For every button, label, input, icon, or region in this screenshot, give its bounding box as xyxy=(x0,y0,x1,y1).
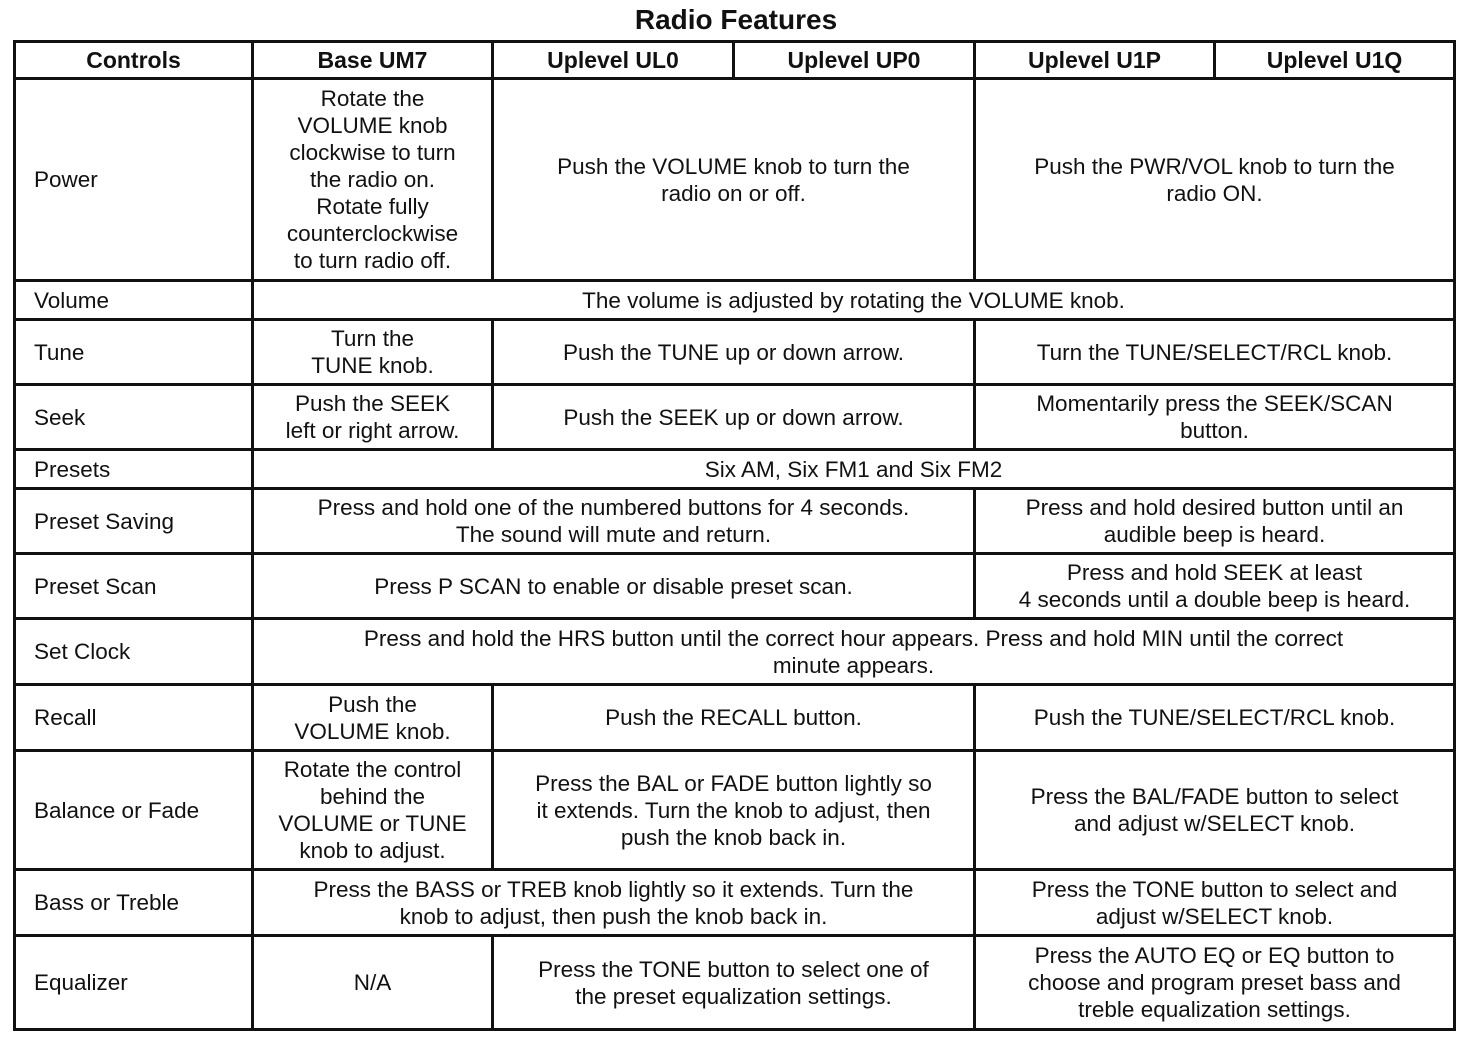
control-label: Equalizer xyxy=(15,936,253,1030)
header-controls: Controls xyxy=(15,42,253,79)
control-label: Preset Saving xyxy=(15,489,253,554)
header-row xyxy=(15,42,1455,79)
table-row xyxy=(15,936,1455,1030)
cell-uplevel-u1p-u1q: Push the PWR/VOL knob to turn the radio ON. xyxy=(975,79,1455,281)
cell-uplevel-u1p-u1q: Press the AUTO EQ or EQ button to choose and program preset bass and treble equalization settings. xyxy=(975,936,1455,1030)
cell-uplevel-u1p-u1q: Press and hold SEEK at least 4 seconds until a double beep is heard. xyxy=(975,554,1455,619)
control-label: Balance or Fade xyxy=(15,751,253,870)
cell-base: Rotate the control behind the VOLUME or TUNE knob to adjust. xyxy=(253,751,493,870)
cell-uplevel-u1p-u1q: Push the TUNE/SELECT/RCL knob. xyxy=(975,685,1455,751)
cell-base: Turn the TUNE knob. xyxy=(253,320,493,385)
table-row xyxy=(15,489,1455,554)
control-label: Power xyxy=(15,79,253,281)
cell-base: Push the SEEK left or right arrow. xyxy=(253,385,493,450)
cell-base: N/A xyxy=(253,936,493,1030)
cell-base-ul0-up0: Press P SCAN to enable or disable preset scan. xyxy=(253,554,975,619)
header-uplevel-up0: Uplevel UP0 xyxy=(734,42,975,79)
cell-uplevel-ul0-up0: Press the BAL or FADE button lightly so it extends. Turn the knob to adjust, then push the knob back in. xyxy=(493,751,975,870)
cell-uplevel-ul0-up0: Push the TUNE up or down arrow. xyxy=(493,320,975,385)
cell-base: Rotate the VOLUME knob clockwise to turn the radio on. Rotate fully counterclockwise to turn radio off. xyxy=(253,79,493,281)
control-label: Volume xyxy=(15,281,253,320)
table-row xyxy=(15,385,1455,450)
header-uplevel-u1p: Uplevel U1P xyxy=(975,42,1215,79)
cell-all-models: Six AM, Six FM1 and Six FM2 xyxy=(253,450,1455,489)
cell-uplevel-ul0-up0: Push the VOLUME knob to turn the radio on or off. xyxy=(493,79,975,281)
cell-all-models: Press and hold the HRS button until the correct hour appears. Press and hold MIN until the correct minute appears. xyxy=(253,619,1455,685)
control-label: Preset Scan xyxy=(15,554,253,619)
table-row xyxy=(15,870,1455,936)
control-label: Seek xyxy=(15,385,253,450)
cell-uplevel-u1p-u1q: Press the TONE button to select and adjust w/SELECT knob. xyxy=(975,870,1455,936)
cell-base-ul0-up0: Press and hold one of the numbered buttons for 4 seconds. The sound will mute and return. xyxy=(253,489,975,554)
control-label: Presets xyxy=(15,450,253,489)
control-label: Recall xyxy=(15,685,253,751)
page-title: Radio Features xyxy=(634,4,838,35)
cell-base-ul0-up0: Press the BASS or TREB knob lightly so it extends. Turn the knob to adjust, then push the knob back in. xyxy=(253,870,975,936)
header-uplevel-u1q: Uplevel U1Q xyxy=(1215,42,1455,79)
header-base-um7: Base UM7 xyxy=(253,42,493,79)
cell-uplevel-u1p-u1q: Turn the TUNE/SELECT/RCL knob. xyxy=(975,320,1455,385)
table-row xyxy=(15,281,1455,320)
radio-features-table xyxy=(13,40,1456,1031)
table-row xyxy=(15,320,1455,385)
cell-uplevel-u1p-u1q: Press and hold desired button until an audible beep is heard. xyxy=(975,489,1455,554)
control-label: Set Clock xyxy=(15,619,253,685)
cell-base: Push the VOLUME knob. xyxy=(253,685,493,751)
control-label: Tune xyxy=(15,320,253,385)
cell-uplevel-ul0-up0: Push the RECALL button. xyxy=(493,685,975,751)
table-row xyxy=(15,685,1455,751)
control-label: Bass or Treble xyxy=(15,870,253,936)
cell-uplevel-u1p-u1q: Momentarily press the SEEK/SCAN button. xyxy=(975,385,1455,450)
cell-uplevel-ul0-up0: Push the SEEK up or down arrow. xyxy=(493,385,975,450)
table-row xyxy=(15,554,1455,619)
cell-uplevel-ul0-up0: Press the TONE button to select one of the preset equalization settings. xyxy=(493,936,975,1030)
table-row xyxy=(15,450,1455,489)
table-row xyxy=(15,619,1455,685)
cell-uplevel-u1p-u1q: Press the BAL/FADE button to select and adjust w/SELECT knob. xyxy=(975,751,1455,870)
cell-all-models: The volume is adjusted by rotating the VOLUME knob. xyxy=(253,281,1455,320)
table-row xyxy=(15,751,1455,870)
table-row xyxy=(15,79,1455,281)
header-uplevel-ul0: Uplevel UL0 xyxy=(493,42,734,79)
